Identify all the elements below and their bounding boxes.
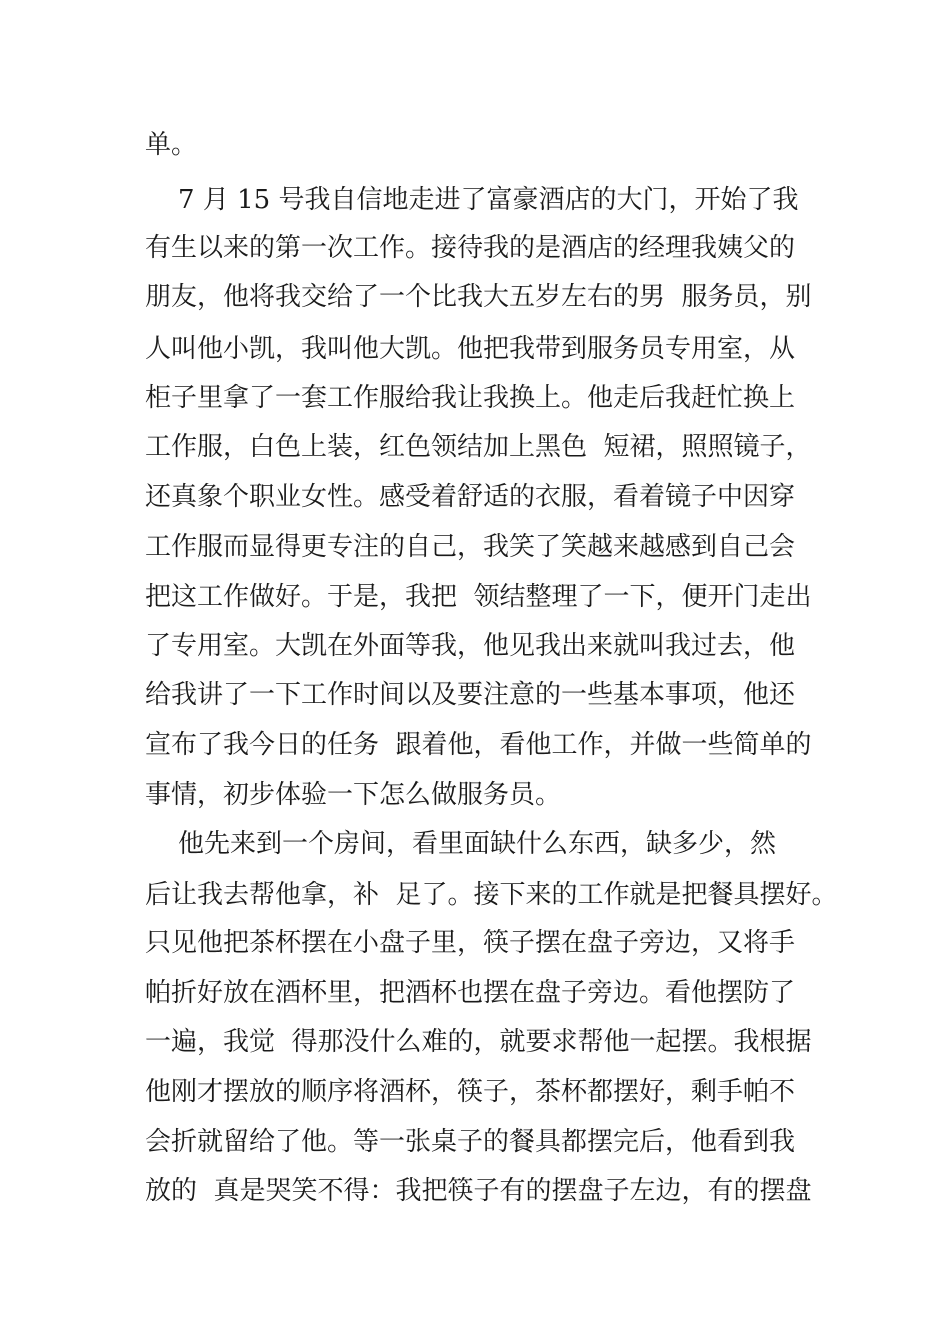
text-line: 一遍，我觉 得那没什么难的，就要求帮他一起摆。我根据 <box>145 1027 812 1057</box>
text-line: 把这工作做好。于是，我把 领结整理了一下，便开门走出 <box>145 582 812 612</box>
text-line: 他先来到一个房间，看里面缺什么东西，缺多少，然 <box>145 829 777 859</box>
text-line: 还真象个职业女性。感受着舒适的衣服，看着镜子中因穿 <box>145 482 796 512</box>
text-line: 工作服，白色上装，红色领结加上黑色 短裙，照照镜子， <box>145 432 812 462</box>
text-line: 放的 真是哭笑不得：我把筷子有的摆盘子左边，有的摆盘 <box>145 1176 812 1206</box>
text-line: 会折就留给了他。等一张桌子的餐具都摆完后，他看到我 <box>145 1127 796 1157</box>
text-line: 工作服而显得更专注的自己，我笑了笑越来越感到自己会 <box>145 532 796 562</box>
text-line: 给我讲了一下工作时间以及要注意的一些基本事项，他还 <box>145 680 796 710</box>
text-line: 事情，初步体验一下怎么做服务员。 <box>145 780 562 810</box>
text-line: 7 月 15 号我自信地走进了富豪酒店的大门，开始了我 <box>145 185 799 215</box>
text-line: 柜子里拿了一套工作服给我让我换上。他走后我赶忙换上 <box>145 383 796 413</box>
text-line: 有生以来的第一次工作。接待我的是酒店的经理我姨父的 <box>145 233 796 263</box>
text-line: 了专用室。大凯在外面等我，他见我出来就叫我过去，他 <box>145 631 796 661</box>
text-line: 宣布了我今日的任务 跟着他，看他工作，并做一些简单的 <box>145 730 812 760</box>
text-line: 朋友，他将我交给了一个比我大五岁左右的男 服务员，别 <box>145 282 812 312</box>
text-line: 他刚才摆放的顺序将酒杯，筷子，茶杯都摆好，剩手帕不 <box>145 1077 796 1107</box>
text-line: 人叫他小凯，我叫他大凯。他把我带到服务员专用室，从 <box>145 334 796 364</box>
text-line: 单。 <box>145 130 198 160</box>
text-line: 只见他把茶杯摆在小盘子里，筷子摆在盘子旁边，又将手 <box>145 928 796 958</box>
text-line: 帕折好放在酒杯里，把酒杯也摆在盘子旁边。看他摆防了 <box>145 978 796 1008</box>
text-line: 后让我去帮他拿，补 足了。接下来的工作就是把餐具摆好。 <box>145 880 838 910</box>
